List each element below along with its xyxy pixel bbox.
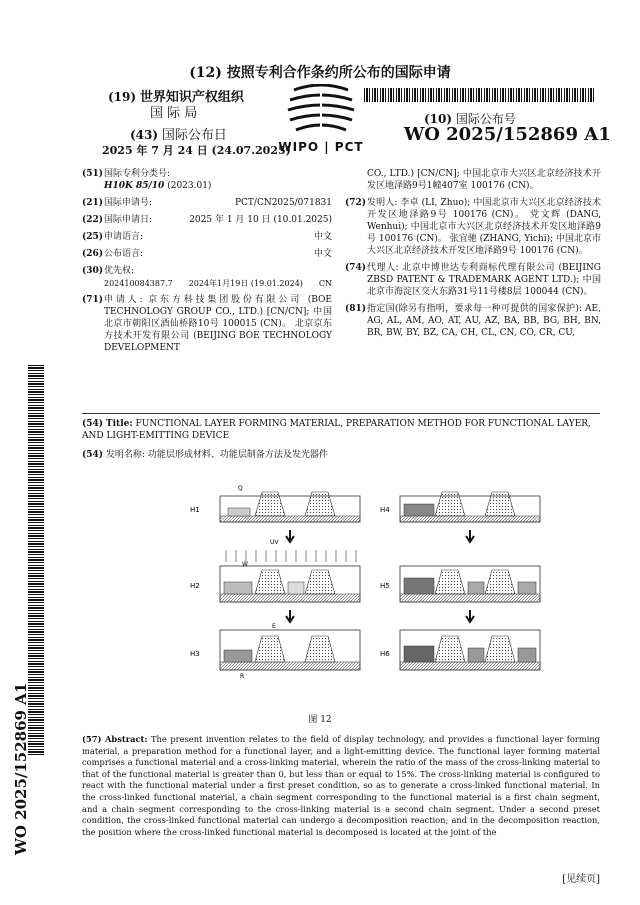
process-figure	[180, 478, 600, 706]
inventor-row: (72) 发明人: 李卓 (LI, Zhuo); 中国北京市大兴区北京经济技术开发区地泽路9号 100176 (CN)。 党文辉 (DANG, Wenhui); 中国北京市大兴区北京经济技术开发区地泽路9号 100176 (CN)。 张宜驰 (ZHANG, Yichi); 中国北京市大兴区北京经济技术开发区地泽路9号 100176 (CN)。	[345, 198, 601, 256]
pubno-label: 国际公布号	[455, 112, 516, 126]
org-code: (19)	[108, 90, 137, 104]
label-h4: H4	[380, 506, 390, 514]
filing-lang-row: (25)申请语言: 中文	[82, 232, 332, 242]
arrow-2-icon	[286, 610, 294, 622]
label-e: E	[272, 623, 276, 630]
agent-text: 代理人: 北京中博世达专利商标代理有限公司 (BEIJING ZBSD PATENT & TRADEMARK AGENT LTD.); 中国北京市海淀区交大东路31号11号楼8层 100044 (CN)。	[367, 263, 601, 297]
states-row: (81) 指定国(除另有指明，要求每一种可提供的国家保护): AE, AG, AL, AM, AO, AT, AU, AZ, BA, BB, BG, BH, BN, BR, BW, BY, BZ, CA, CH, CL, CN, CO, CR, CU,	[345, 304, 601, 338]
pubno-code: (10)	[424, 112, 453, 126]
priority-entry	[82, 278, 332, 289]
label-h1: H1	[190, 506, 200, 514]
label-h2: H2	[190, 582, 200, 590]
pub-date-code: (43)	[130, 128, 159, 142]
pub-lang-value: 中文	[313, 249, 332, 259]
title-rule	[82, 413, 600, 414]
app-no-value: PCT/CN2025/071831	[234, 198, 332, 208]
pubno-value: WO 2025/152869 A1	[404, 124, 611, 145]
stage-h5	[400, 566, 540, 602]
priority-no: 202410084387.7	[104, 279, 173, 288]
barcode-top	[364, 88, 594, 102]
stage-h1	[220, 492, 360, 522]
org-name: 世界知识产权组织	[139, 90, 244, 105]
title-en-block: (54) Title: FUNCTIONAL LAYER FORMING MATERIAL, PREPARATION METHOD FOR FUNCTIONAL LAYER, AND LIGHT-EMITTING DEVICE	[82, 419, 591, 441]
agent-row: (74) 代理人: 北京中博世达专利商标代理有限公司 (BEIJING ZBSD PATENT & TRADEMARK AGENT LTD.); 中国北京市海淀区交大东路31号11号楼8层 100044 (CN)。	[345, 263, 601, 297]
app-no-row: (21)国际申请号: PCT/CN2025/071831	[82, 198, 332, 208]
arrow-3-icon	[466, 530, 474, 542]
title-en: FUNCTIONAL LAYER FORMING MATERIAL, PREPARATION METHOD FOR FUNCTIONAL LAYER, AND LIGHT-EMITTING DEVICE	[82, 419, 591, 441]
bib-right-column	[345, 168, 601, 344]
abstract-block: (57) Abstract: The present invention relates to the field of display technology, and provides a functional layer forming material, a preparation method for a functional layer, and a light-emitting device. The functional layer forming material comprises a functional material and a cross-linking material, wherein the ratio of the mass of the cross-linking material to that of the functional material is greater than 0, but less than or equal to 15%. The cross-linking material is configured to react with the functional material under a first preset condition, so as to generate a cross-linked functional material. In the cross-linked functional material, a chain segment corresponding to the functional material is a first chain segment, and a chain segment corresponding to the cross-linking material is a second chain segment. Under a second preset condition, the cross-linked functional material can undergo a decomposition reaction; and in the decomposition reaction, the position where the cross-linked functional material is decomposed is located at the joint of the	[82, 734, 600, 837]
stage-h4	[400, 492, 540, 522]
bib-left-column	[82, 168, 332, 359]
abstract-text: The present invention relates to the field of display technology, and provides a functional layer forming material, a preparation method for a functional layer, and a light-emitting device. The functional layer forming material comprises a functional material and a cross-linking material, wherein the ratio of the mass of the cross-linking material to that of the functional material is greater than 0, but less than or equal to 15%. The cross-linking material is configured to react with the functional material under a first preset condition, so as to generate a cross-linked functional material. In the cross-linked functional material, a chain segment corresponding to the functional material is a first chain segment, and a chain segment corresponding to the cross-linking material is a second chain segment. Under a second preset condition, the cross-linked functional material can undergo a decomposition reaction; and in the decomposition reaction, the position where the cross-linked functional material is decomposed is located at the joint of the	[82, 734, 600, 837]
publication-title: (12) 按照专利合作条约所公布的国际申请	[189, 65, 451, 81]
title-zh-block: (54) 发明名称: 功能层形成材料、功能层制备方法及发光器件	[82, 450, 328, 460]
stage-h6	[400, 630, 540, 670]
label-h6: H6	[380, 650, 390, 658]
wipo-logo-text: WIPO | PCT	[278, 140, 364, 154]
label-r: R	[240, 673, 245, 680]
pub-lang-row: (26)公布语言: 中文	[82, 249, 332, 259]
wipo-logo	[276, 84, 366, 154]
inventor-text: 发明人: 李卓 (LI, Zhuo); 中国北京市大兴区北京经济技术开发区地泽路9号 100176 (CN)。 党文辉 (DANG, Wenhui); 中国北京市大兴区北京经济技术开发区地泽路9号 100176 (CN)。 张宜驰 (ZHANG, Yichi); 中国北京市大兴区北京经济技术开发区地泽路9号 100176 (CN)。	[367, 198, 601, 256]
arrow-4-icon	[466, 610, 474, 622]
figure-caption: 图 12	[308, 715, 332, 725]
label-h3: H3	[190, 650, 200, 658]
ipc-row: (51)国际专利分类号: H10K 85/10 (2023.01)	[82, 169, 212, 191]
states-text: 指定国(除另有指明，要求每一种可提供的国家保护): AE, AG, AL, AM, AO, AT, AU, AZ, BA, BB, BG, BH, BN, BR, BW, BY, BZ, CA, CH, CL, CN, CO, CR, CU,	[367, 304, 601, 338]
label-uv: UV	[270, 539, 279, 546]
applicant-cont: CO., LTD.) [CN/CN]; 中国北京市大兴区北京经济技术开发区地泽路9号1幢407室 100176 (CN)。	[367, 169, 601, 191]
title-zh: 功能层形成材料、功能层制备方法及发光器件	[147, 450, 328, 460]
barcode-side	[28, 365, 44, 755]
ipc-value: H10K 85/10	[104, 181, 165, 191]
label-q: Q	[238, 485, 243, 492]
applicant-row: (71) 申请人: 京东方科技集团股份有限公司 (BOE TECHNOLOGY GROUP CO., LTD.) [CN/CN]; 中国北京市朝阳区酒仙桥路10号 100015 (CN)。 北京京东方技术开发有限公司 (BEIJING BOE TECHNOLOGY DEVELOPMENT	[82, 295, 332, 353]
app-date-row: (22)国际申请日: 2025 年 1 月 10 日 (10.01.2025)	[82, 215, 332, 225]
arrow-1-icon	[286, 530, 294, 542]
applicant-text: 申请人: 京东方科技集团股份有限公司 (BOE TECHNOLOGY GROUP CO., LTD.) [CN/CN]; 中国北京市朝阳区酒仙桥路10号 100015 (CN)。 北京京东方技术开发有限公司 (BEIJING BOE TECHNOLOGY DEVELOPMENT	[104, 295, 332, 353]
side-pubno: WO 2025/152869 A1	[12, 682, 30, 855]
continued-note: [见续页]	[562, 874, 600, 885]
wipo-emblem-icon	[276, 84, 366, 136]
stage-h2	[220, 550, 360, 602]
stage-h3	[220, 630, 360, 670]
ipc-year: (2023.01)	[167, 181, 212, 191]
pub-date-value: 2025 年 7 月 24 日 (24.07.2025)	[102, 144, 291, 157]
priority-date: 2024年1月19日 (19.01.2024)	[188, 279, 303, 288]
filing-lang-value: 中文	[313, 232, 332, 242]
app-date-value: 2025 年 1 月 10 日 (10.01.2025)	[189, 215, 332, 225]
priority-row: (30)优先权:	[82, 266, 135, 276]
pub-date-block	[130, 124, 227, 143]
label-h5: H5	[380, 582, 390, 590]
label-w: W	[242, 561, 248, 568]
pub-date-label: 国际公布日	[161, 128, 227, 143]
priority-country: CN	[318, 279, 332, 288]
org-sub: 国 际 局	[150, 106, 198, 121]
